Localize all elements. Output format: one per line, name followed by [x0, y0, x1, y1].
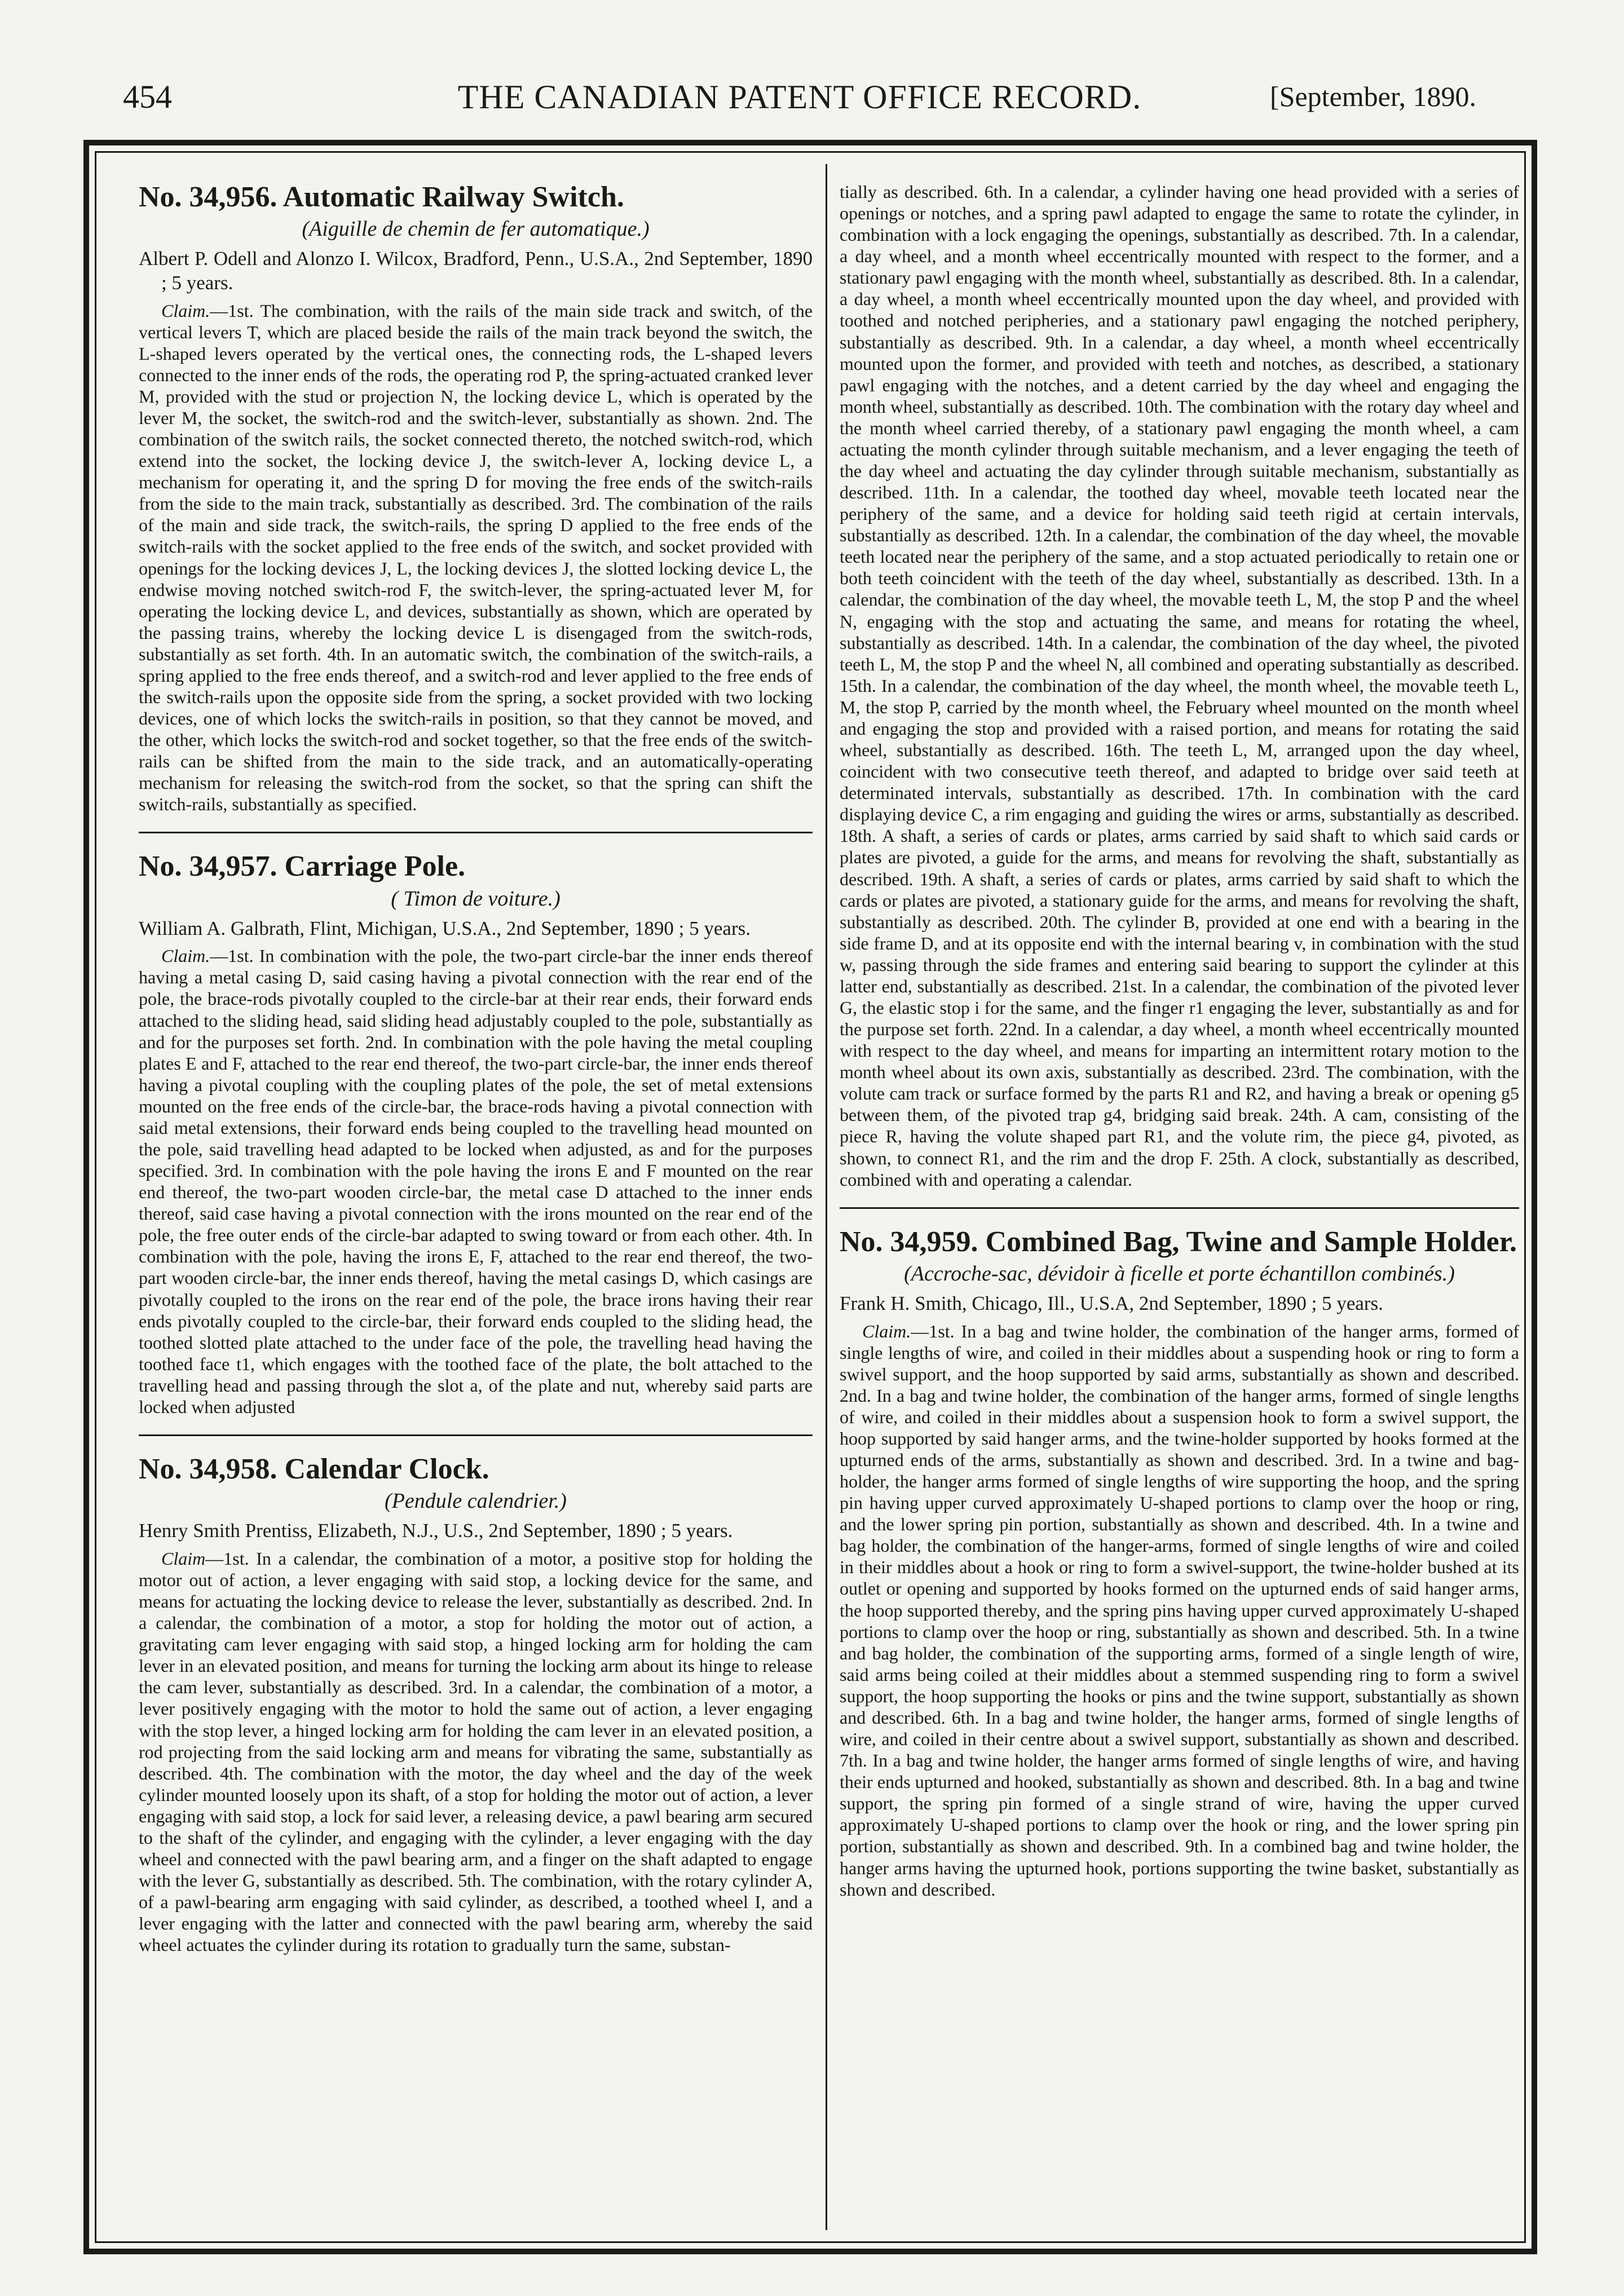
- patent-34958: [139, 1453, 813, 1955]
- section-divider: [139, 1434, 813, 1436]
- page-header: [123, 78, 1476, 129]
- patent-heading: No. 34,958. Calendar Clock.: [139, 1453, 489, 1486]
- patent-heading: No. 34,957. Carriage Pole.: [139, 850, 466, 883]
- claim-body: —1st. In a bag and twine holder, the combination of the hanger arms, formed of single lengths of wire, and coiled in their middles about a suspending hook or ring to form a swivel support, and the hoop supported by said arms, substantially as shown and described. 2nd. In a bag and twine holder, the combination of the hanger arms, formed of single lengths of wire, and coiled in their middles about a suspension hook to form a swivel support, the hoop supported by said hanger arms, and the twine-holder supported by hooks formed at the upturned ends of the arms, substantially as shown and described. 3rd. In a twine and bag-holder, the hanger arms formed of single lengths of wire supporting the hoop, and the spring pin having upper curved approximately U-shaped portions to clamp over the hoop or ring, and the lower spring pin portion, substantially as shown and described. 4th. In a twine and bag holder, the combination of the hanger-arms, formed of single lengths of wire and coiled in their middles about a hook or ring to form a swivel-support, the twine-holder bushed at its outlet or opening and supported by hooks formed on the upturned ends of said hanger arms, the hoop supported thereby, and the spring pins having upper curved approximately U-shaped portions to clamp over the hoop or ring, substantially as shown and described. 5th. In a twine and bag holder, the combination of the supporting arms, formed of a single length of wire, said arms being coiled at their middles about a stemmed suspending ring to form a swivel support, the hoop supporting the hooks or pins and the twine support, substantially as shown and described. 6th. In a bag and twine holder, the hanger arms, formed of single lengths of wire, and coiled in their centre about a swivel support, substantially as shown and described. 7th. In a bag and twine holder, the hanger arms formed of single lengths of wire, and having their ends upturned and hooked, substantially as shown and described. 8th. In a bag and twine support, the spring pin formed of a single strand of wire, having the upper curved approximately U-shaped portions to clamp over the hook or ring, and the lower spring pin portion, substantially as shown and described. 9th. In a combined bag and twine holder, the hanger arms having the upturned hook, portions supporting the twine basket, substantially as shown and described.: [840, 1321, 1519, 1900]
- right-column: [840, 181, 1519, 2219]
- applicant-line: Albert P. Odell and Alonzo I. Wilcox, Bradford, Penn., U.S.A., 2nd September, 1890 ; 5 years.: [139, 248, 813, 294]
- claim-lead: Claim.: [161, 300, 210, 321]
- claim-body: —1st. In a calendar, the combination of a motor, a positive stop for holding the motor out of action, a lever engaging with said stop, a locking device for the same, and means for actuating the locking device to release the lever, substantially as described. 2nd. In a calendar, the combination of a motor, a stop for holding the motor out of action, a gravitating cam lever engaging with said stop, a hinged locking arm for holding the cam lever in an elevated position, and means for turning the locking arm about its hinge to release the cam lever, substantially as described. 3rd. In a calendar, the combination of a motor, a lever positively engaging with the motor to hold the same out of action, a lever engaging with the stop lever, a hinged locking arm for holding the cam lever in an elevated position, a rod projecting from the said locking arm and means for vibrating the same, substantially as described. 4th. The combination with the motor, the day wheel and the day of the week cylinder mounted loosely upon its shaft, of a stop for holding the motor out of action, a lever engaging with said stop, a lock for said lever, a releasing device, a pawl bearing arm secured to the shaft of the cylinder, and engaging with the cylinder, a lever engaging with the day wheel and connected with the pawl bearing arm, and a finger on the shaft adapted to engage with the lever G, substantially as described. 5th. The combination, with the rotary cylinder A, of a pawl-bearing arm engaging with said cylinder, as described, a toothed wheel I, and a lever engaging with the latter and connected with the pawl bearing arm, whereby the said wheel actuates the cylinder during its rotation to gradually turn the same, substan-: [139, 1548, 813, 1955]
- patent-34956: [139, 181, 813, 815]
- page-frame-inner: [95, 151, 1526, 2243]
- french-title: (Accroche-sac, dévidoir à ficelle et porte échantillon combinés.): [904, 1261, 1455, 1286]
- claim-lead: Claim.: [161, 946, 210, 966]
- french-title: ( Timon de voiture.): [391, 886, 561, 911]
- column-rule: [826, 164, 827, 2230]
- applicant-line: Frank H. Smith, Chicago, Ill., U.S.A, 2nd September, 1890 ; 5 years.: [840, 1292, 1383, 1314]
- claim-text: [139, 300, 813, 815]
- left-column: [139, 181, 813, 2219]
- claim-text: [840, 1321, 1519, 1900]
- claim-lead: Claim.: [862, 1321, 911, 1341]
- claim-body: —1st. In combination with the pole, the two-part circle-bar the inner ends thereof having a metal casing D, said casing having a pivotal connection with the rear end of the pole, the brace-rods pivotally coupled to the circle-bar at their rear ends, their forward ends attached to the sliding head, said sliding head adjustably coupled to the pole, substantially as and for the purposes set forth. 2nd. In combination with the pole having the metal coupling plates E and F, attached to the rear end thereof, the two-part circle-bar, the inner ends thereof having a pivotal coupling with the coupling plates of the pole, the set of metal extensions mounted on the free ends of the circle-bar, the brace-rods having a pivotal connection with said metal extensions, their forward ends being coupled to the travelling head mounted on the pole, said travelling head adapted to be locked when adjusted, as and for the purposes specified. 3rd. In combination with the pole having the irons E and F mounted on the rear end thereof, the two-part wooden circle-bar, the metal case D attached to the inner ends thereof, said case having a pivotal connection with the irons mounted on the rear end of the pole, the free outer ends of the circle-bar adapted to swing toward or from each other. 4th. In combination with the pole, having the irons E, F, attached to the rear end thereof, the two-part wooden circle-bar, the inner ends thereof, having the metal casings D, which casings are pivotally coupled to the irons on the rear end of the pole, the brace irons having their rear ends pivotally coupled to the circle-bar, their forward ends coupled to the sliding head, the toothed slotted plate attached to the under face of the pole, the travelling head having the toothed face t1, which engages with the toothed face of the plate, the bolt attached to the travelling head and passing through the slot a, of the plate and nut, whereby said parts are locked when adjusted: [139, 946, 813, 1417]
- french-title: (Aiguille de chemin de fer automatique.): [302, 217, 650, 241]
- page-frame: [83, 140, 1537, 2254]
- patent-34957: [139, 850, 813, 1418]
- claim-continued: tially as described. 6th. In a calendar, a cylinder having one head provided with a series of openings or notches, and a spring pawl adapted to engage the same to rotate the cylinder, in combination with a lock engaging the openings, substantially as described. 7th. In a calendar, a day wheel, and a month wheel eccentrically mounted with respect to the former, and a stationary pawl engaging with the month wheel, substantially as described. 8th. In a calendar, a day wheel, a month wheel eccentrically mounted upon the day wheel, and provided with toothed and notched peripheries, and a stationary pawl engaging the notched periphery, substantially as described. 9th. In a calendar, a day wheel, a month wheel eccentrically mounted upon the former, and provided with teeth and notches, as described, a stationary pawl engaging with the notches, and a detent carried by the day wheel and engaging the month wheel, substantially as described. 10th. The combination with the rotary day wheel and the month wheel carried thereby, of a stationary pawl engaging the month wheel, a cam actuating the month cylinder through suitable mechanism, and a lever engaging the teeth of the day wheel and actuating the day cylinder through suitable mechanism, substantially as described. 11th. In a calendar, the toothed day wheel, movable teeth located near the periphery of the same, and a device for holding said teeth rigid at certain intervals, substantially as described. 12th. In a calendar, the combination of the day wheel, the movable teeth located near the periphery of the same, and a stop actuated periodically to retain one or both teeth coincident with the teeth of the day wheel, substantially as described. 13th. In a calendar, the combination of the day wheel, the movable teeth L, M, the stop P and the wheel N, engaging with the stop and actuating the same, and means for rotating the wheel, substantially as described. 14th. In a calendar, the combination of the day wheel, the pivoted teeth L, M, the stop P and the wheel N, all combined and operating substantially as described. 15th. In a calendar, the combination of the day wheel, the month wheel, the movable teeth L, M, the stop P, carried by the month wheel, the February wheel mounted on the month wheel and engaging the stop and provided with a raised portion, and means for rotating the said wheel, substantially as described. 16th. The teeth L, M, arranged upon the day wheel, coincident with two consecutive teeth thereof, and adapted to bridge over said teeth at determinated intervals, substantially as described. 17th. In combination with the card displaying device C, a rim engaging and guiding the wires or arms, substantially as described. 18th. A shaft, a series of cards or plates, arms carried by said shaft to which said cards or plates are pivoted, a guide for the arms, and means for revolving the shaft, substantially as described. 19th. A shaft, a series of cards or plates, arms carried by said shaft to which the cards or plates are pivoted, a stationary guide for the arms, and means for revolving the shaft, substantially as described. 20th. The cylinder B, provided at one end with a bearing in the side frame D, and at its opposite end with the internal bearing v, in combination with the stud w, passing through the side frames and entering said bearing to support the cylinder at this latter end, substantially as described. 21st. In a calendar, the combination of the pivoted lever G, the elastic stop i for the same, and the finger r1 engaging the lever, substantially as and for the purpose set forth. 22nd. In a calendar, a day wheel, a month wheel eccentrically mounted with respect to the day wheel, and means for imparting an intermittent rotary motion to the month wheel about its own axis, substantially as described. 23rd. The combination, with the volute cam track or surface formed by the parts R1 and R2, and having a break or opening g5 between them, of the pivoted trap g4, bridging said break. 24th. A cam, consisting of the piece R, having the volute shaped part R1, and the volute rim, the piece g4, pivoted, as shown, to connect R1, and the rim and the drop F. 25th. A clock, substantially as described, combined with and operating a calendar.: [840, 182, 1519, 1190]
- issue-date: [September, 1890.: [1270, 81, 1476, 112]
- patent-heading: No. 34,956. Automatic Railway Switch.: [139, 181, 624, 213]
- patent-heading: No. 34,959. Combined Bag, Twine and Sample Holder.: [840, 1225, 1517, 1258]
- claim-lead: Claim: [161, 1548, 206, 1569]
- claim-body: —1st. The combination, with the rails of the main side track and switch, of the vertical levers T, which are placed beside the rails of the main track beyond the switch, the L-shaped levers operated by the vertical ones, the connecting rods, the L-shaped levers connected to the inner ends of the rods, the operating rod P, the spring-actuated cranked lever M, provided with the stud or projection N, the locking device L, which is operated by the lever M, the socket, the switch-rod and the switch-lever, substantially as shown. 2nd. The combination of the switch rails, the socket connected thereto, the notched switch-rod, which extend into the socket, the locking device J, the switch-lever A, locking device L, a mechanism for operating it, and the spring D for moving the free ends of the switch-rails from the side to the main track, substantially as described. 3rd. The combination of the rails of the main and side track, the switch-rails, the spring D applied to the free ends of the switch-rails with the socket applied to the free ends of the switch, and socket provided with openings for the locking devices J, L, the locking devices J, the slotted locking device L, the endwise moving notched switch-rod F, the switch-lever, the spring-actuated lever M, for operating the locking device L, and devices, substantially as shown, which are operated by the passing trains, whereby the locking device L is disengaged from the switch-rods, substantially as set forth. 4th. In an automatic switch, the combination of the switch-rails, a spring applied to the free ends thereof, and a switch-rod and lever applied to the free ends of the switch-rails upon the opposite side from the spring, a socket provided with two locking devices, one of which locks the switch-rails in position, so that they cannot be moved, and the other, which locks the switch-rod and socket together, so that the free ends of the switch-rails can be shifted from the main to the side track, and an automatically-operating mechanism for releasing the switch-rod from the socket, so that the spring can shift the switch-rails, substantially as specified.: [139, 300, 813, 815]
- publication-title: THE CANADIAN PATENT OFFICE RECORD.: [457, 78, 1142, 116]
- page-number: 454: [123, 78, 172, 115]
- patent-34959: [840, 1226, 1519, 1900]
- claim-text: [139, 1548, 813, 1955]
- applicant-line: William A. Galbrath, Flint, Michigan, U.S.A., 2nd September, 1890 ; 5 years.: [139, 917, 751, 939]
- section-divider: [139, 832, 813, 833]
- french-title: (Pendule calendrier.): [385, 1489, 567, 1513]
- section-divider: [840, 1207, 1519, 1209]
- applicant-line: Henry Smith Prentiss, Elizabeth, N.J., U.S., 2nd September, 1890 ; 5 years.: [139, 1520, 733, 1542]
- claim-text: [139, 945, 813, 1418]
